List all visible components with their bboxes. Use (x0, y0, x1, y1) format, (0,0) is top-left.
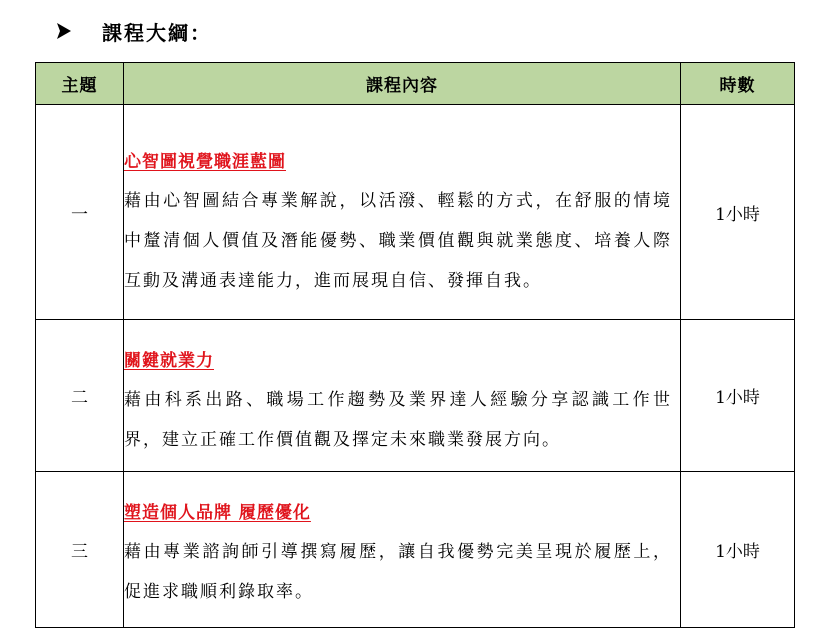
topic-title: 塑造個人品牌 履歷優化 (124, 503, 311, 523)
topic-cell: 二 (36, 320, 124, 472)
section-heading (56, 14, 212, 48)
hours-cell: 1小時 (681, 105, 795, 320)
table-row (36, 320, 795, 472)
content-cell (124, 320, 681, 472)
hours-cell: 1小時 (681, 472, 795, 628)
arrow-bullet-icon (56, 22, 72, 40)
content-cell (124, 105, 681, 320)
table-header-row (36, 63, 795, 105)
table-row (36, 105, 795, 320)
header-content: 課程內容 (124, 63, 681, 105)
topic-description: 藉由專業諮詢師引導撰寫履歷，讓自我優勢完美呈現於履歷上，促進求職順利錄取率。 (124, 542, 672, 602)
course-outline-table (35, 62, 795, 628)
header-topic: 主題 (36, 63, 124, 105)
topic-title: 關鍵就業力 (124, 351, 214, 371)
section-title: 課程大綱： (102, 20, 212, 45)
topic-description: 藉由心智圖結合專業解說，以活潑、輕鬆的方式，在舒服的情境中釐清個人價值及潛能優勢、職業價值觀與就業態度、培養人際互動及溝通表達能力，進而展現自信、發揮自我。 (124, 191, 672, 291)
topic-title: 心智圖視覺職涯藍圖 (124, 152, 286, 172)
content-cell (124, 472, 681, 628)
table-row (36, 472, 795, 628)
topic-description: 藉由科系出路、職場工作趨勢及業界達人經驗分享認識工作世界，建立正確工作價值觀及擇定未來職業發展方向。 (124, 390, 672, 450)
topic-cell: 一 (36, 105, 124, 320)
hours-cell: 1小時 (681, 320, 795, 472)
header-hours: 時數 (681, 63, 795, 105)
topic-cell: 三 (36, 472, 124, 628)
